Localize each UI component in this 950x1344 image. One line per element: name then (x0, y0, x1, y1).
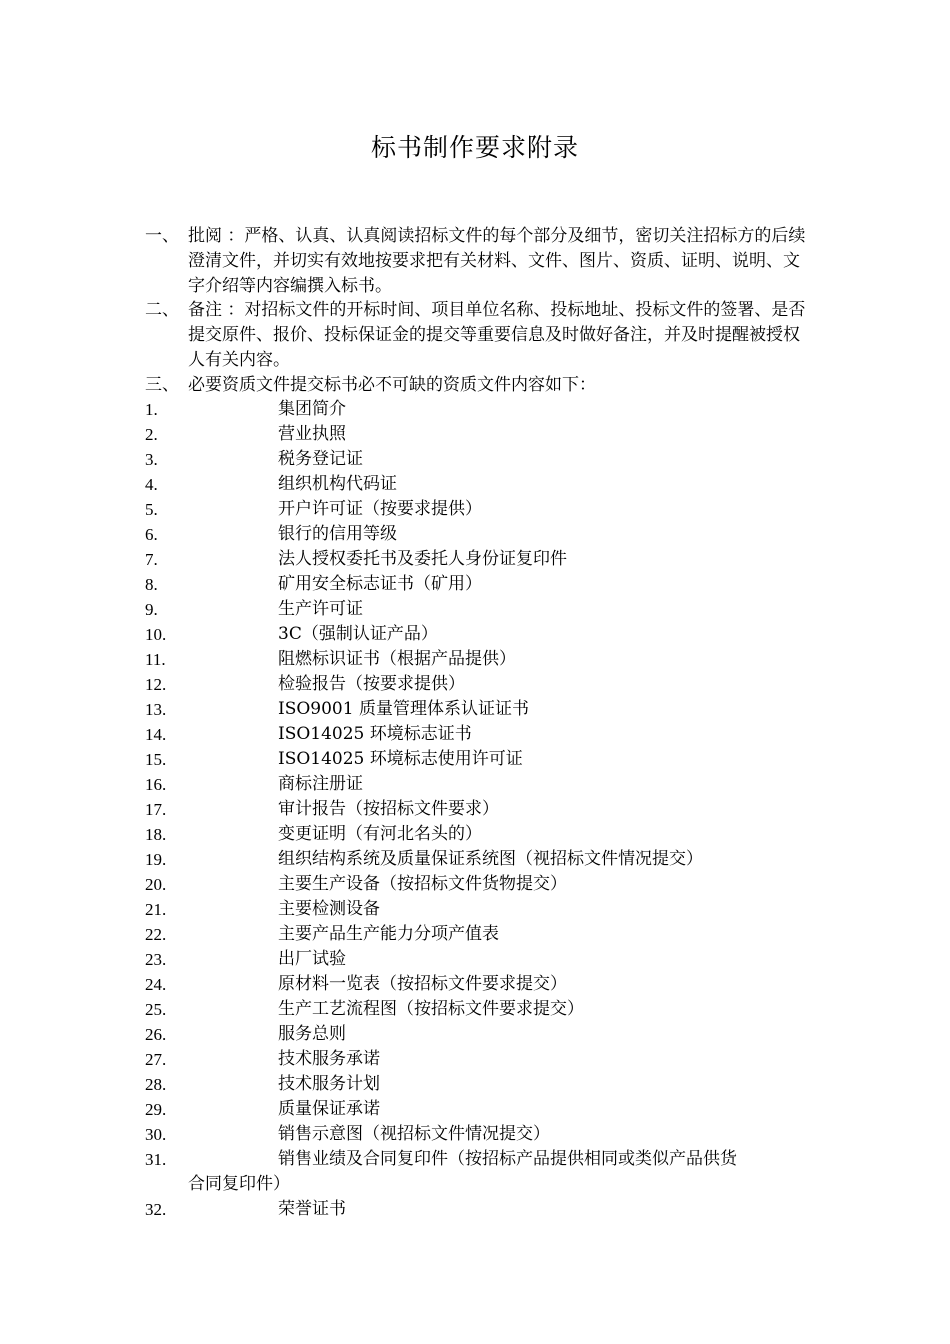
item-text: 生产许可证 (278, 599, 363, 619)
item-number: 22. (145, 925, 167, 944)
item-number: 20. (145, 875, 167, 894)
item-number: 4. (145, 475, 158, 494)
section-text: 批阅 ：严格、认真、认真阅读招标文件的每个部分及细节，密切关注招标方的后续澄清文件，并切实有效地按要求把有关材料、文件、图片、资质、证明、说明、文字介绍等内容编撰入标书。 (188, 226, 806, 296)
item-text: ISO14025 环境标志使用许可证 (278, 749, 523, 769)
item-text: 销售示意图（视招标文件情况提交） (278, 1124, 550, 1144)
item-number: 25. (145, 1000, 167, 1019)
item-number: 8. (145, 575, 158, 594)
item-text: 主要检测设备 (278, 899, 380, 919)
item-text: 开户许可证（按要求提供） (278, 499, 482, 519)
item-text-continuation: 合同复印件） (188, 1174, 290, 1194)
item-text: 银行的信用等级 (278, 524, 397, 544)
item-text: ISO9001 质量管理体系认证证书 (278, 699, 529, 719)
item-text: 变更证明（有河北名头的） (278, 824, 482, 844)
item-text: 检验报告（按要求提供） (278, 674, 465, 694)
item-text: 技术服务计划 (278, 1074, 380, 1094)
item-text: 荣誉证书 (278, 1199, 346, 1219)
item-text: 出厂试验 (278, 949, 346, 969)
section-notes (145, 298, 810, 373)
item-number: 9. (145, 600, 158, 619)
document-title: 标书制作要求附录 (370, 133, 579, 162)
item-text: 集团简介 (278, 399, 346, 419)
item-number: 23. (145, 950, 167, 969)
item-text: 服务总则 (278, 1024, 346, 1044)
item-text: 主要生产设备（按招标文件货物提交） (278, 874, 567, 894)
item-text: 技术服务承诺 (278, 1049, 380, 1069)
item-number: 14. (145, 725, 167, 744)
item-number: 32. (145, 1200, 167, 1219)
section-review (145, 224, 810, 299)
item-number: 19. (145, 850, 167, 869)
item-text: 3C（强制认证产品） (278, 624, 438, 644)
item-number: 21. (145, 900, 167, 919)
section-qualifications (145, 373, 810, 398)
item-text: 组织机构代码证 (278, 474, 397, 494)
section-text: 备注 ：对招标文件的开标时间、项目单位名称、投标地址、投标文件的签署、是否提交原件、报价、投标保证金的提交等重要信息及时做好备注，并及时提醒被授权人有关内容。 (188, 300, 806, 370)
item-number: 2. (145, 425, 158, 444)
item-number: 7. (145, 550, 158, 569)
item-text: 矿用安全标志证书（矿用） (278, 574, 482, 594)
item-number: 10. (145, 625, 167, 644)
item-text: 阻燃标识证书（根据产品提供） (278, 649, 516, 669)
item-number: 27. (145, 1050, 167, 1069)
item-text: 营业执照 (278, 424, 346, 444)
item-number: 3. (145, 450, 158, 469)
item-text: 主要产品生产能力分项产值表 (278, 924, 499, 944)
item-number: 31. (145, 1150, 167, 1169)
item-text: 组织结构系统及质量保证系统图（视招标文件情况提交） (278, 849, 703, 869)
item-number: 13. (145, 700, 167, 719)
item-number: 6. (145, 525, 158, 544)
item-text: 审计报告（按招标文件要求） (278, 799, 499, 819)
item-number: 5. (145, 500, 158, 519)
item-number: 26. (145, 1025, 167, 1044)
item-number: 29. (145, 1100, 167, 1119)
section-text: 必要资质文件提交标书必不可缺的资质文件内容如下： (188, 375, 596, 395)
item-text: 质量保证承诺 (278, 1099, 380, 1119)
item-text: 生产工艺流程图（按招标文件要求提交） (278, 999, 584, 1019)
item-text: 销售业绩及合同复印件（按招标产品提供相同或类似产品供货 (278, 1149, 737, 1169)
item-number: 1. (145, 400, 158, 419)
item-text: 法人授权委托书及委托人身份证复印件 (278, 549, 567, 569)
item-number: 28. (145, 1075, 167, 1094)
item-number: 12. (145, 675, 167, 694)
item-number: 11. (145, 650, 166, 669)
item-number: 16. (145, 775, 167, 794)
section-marker: 二、 (145, 300, 179, 320)
item-number: 30. (145, 1125, 167, 1144)
item-number: 18. (145, 825, 167, 844)
item-text: 税务登记证 (278, 449, 363, 469)
item-text: 商标注册证 (278, 774, 363, 794)
item-text: ISO14025 环境标志证书 (278, 724, 472, 744)
item-number: 24. (145, 975, 167, 994)
section-marker: 一、 (145, 226, 179, 246)
item-text: 原材料一览表（按招标文件要求提交） (278, 974, 567, 994)
item-number: 17. (145, 800, 167, 819)
item-number: 15. (145, 750, 167, 769)
section-marker: 三、 (145, 375, 179, 395)
